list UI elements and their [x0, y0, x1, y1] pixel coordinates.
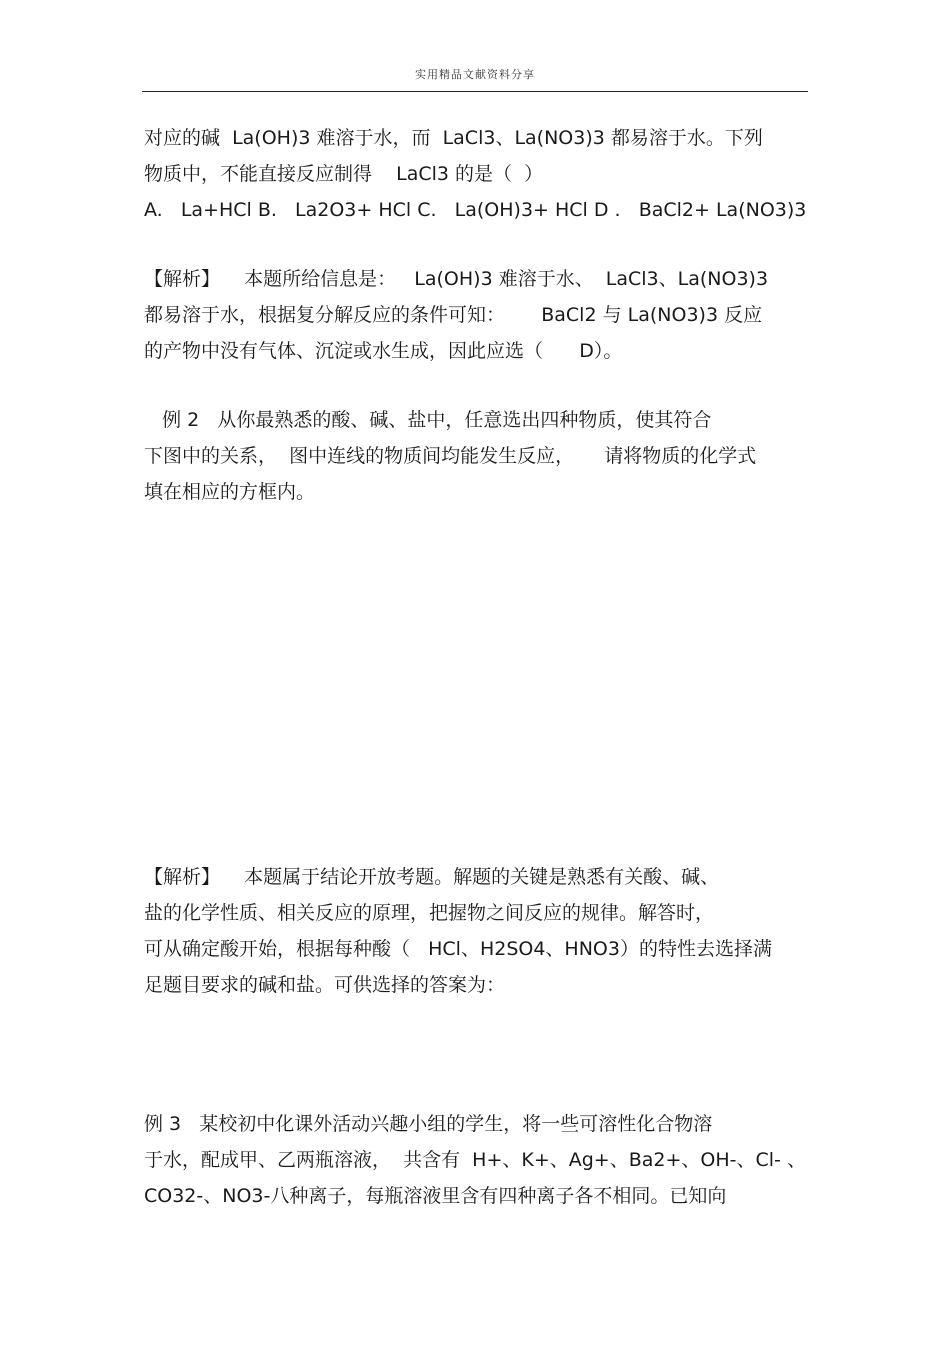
- analysis-line: 可从确定酸开始，根据每种酸（ HCl、H2SO4、HNO3）的特性去选择满: [144, 938, 772, 960]
- example-2-line: 例 2 从你最熟悉的酸、碱、盐中，任意选出四种物质，使其符合: [144, 409, 712, 431]
- example-3-line: 于水，配成甲、乙两瓶溶液， 共含有 H+、K+、Ag+、Ba2+、OH-、Cl- 、: [144, 1149, 806, 1171]
- analysis-line: 【解析】 本题属于结论开放考题。解题的关键是熟悉有关酸、碱、: [144, 866, 720, 888]
- example-3-line: CO32-、NO3-八种离子，每瓶溶液里含有四种离子各不相同。已知向: [144, 1185, 727, 1207]
- analysis-line: 【解析】 本题所给信息是： La(OH)3 难溶于水、 LaCl3、La(NO3)3: [144, 268, 769, 290]
- example-2-line: 填在相应的方框内。: [144, 481, 316, 503]
- answer-options: A. La+HCl B. La2O3+ HCl C. La(OH)3+ HCl D . BaCl2+ La(NO3)3: [144, 199, 807, 221]
- header-divider: [142, 91, 808, 92]
- text-line: 物质中，不能直接反应制得 LaCl3 的是（ ）: [144, 163, 544, 185]
- example-3-line: 例 3 某校初中化课外活动兴趣小组的学生，将一些可溶性化合物溶: [144, 1113, 713, 1135]
- text-line: 对应的碱 La(OH)3 难溶于水，而 LaCl3、La(NO3)3 都易溶于水。下列: [144, 127, 763, 149]
- analysis-line: 盐的化学性质、相关反应的原理，把握物之间反应的规律。解答时，: [144, 902, 715, 924]
- analysis-line: 的产物中没有气体、沉淀或水生成，因此应选（ D）。: [144, 340, 623, 362]
- header-title: 实用精品文献资料分享: [415, 68, 535, 81]
- example-2-line: 下图中的关系， 图中连线的物质间均能发生反应， 请将物质的化学式: [144, 445, 757, 467]
- analysis-line: 都易溶于水，根据复分解反应的条件可知： BaCl2 与 La(NO3)3 反应: [144, 304, 763, 326]
- analysis-line: 足题目要求的碱和盐。可供选择的答案为：: [144, 974, 506, 996]
